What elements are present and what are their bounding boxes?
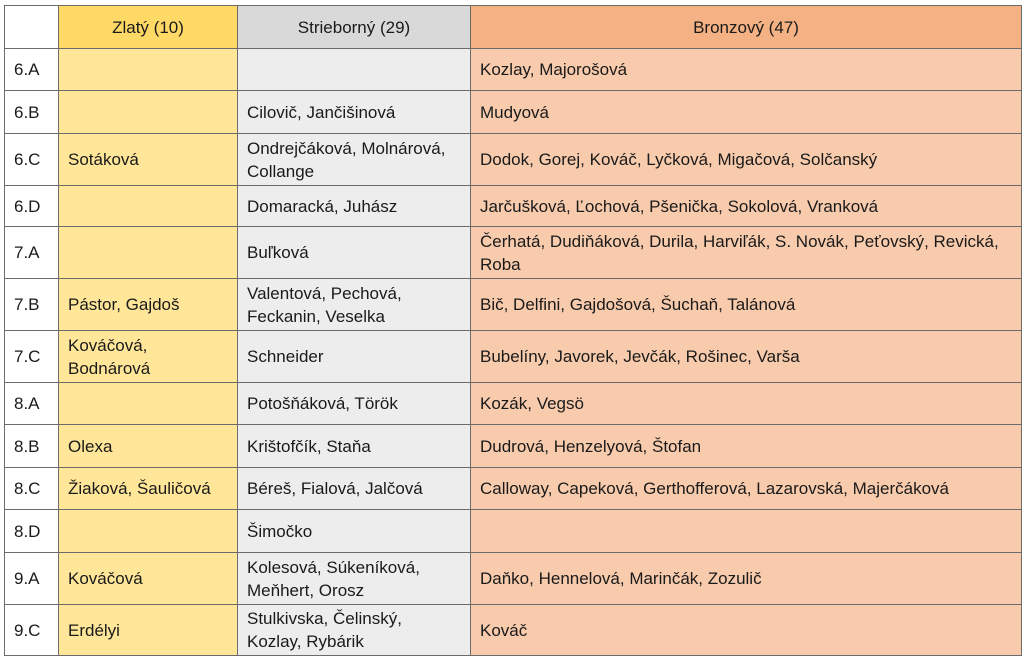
- gold-header: Zlatý (10): [59, 6, 238, 49]
- bronze-cell: [471, 510, 1022, 553]
- class-cell: 8.D: [5, 510, 59, 553]
- gold-cell: Žiaková, Šauličová: [59, 468, 238, 510]
- class-cell: 6.B: [5, 91, 59, 134]
- gold-cell: Sotáková: [59, 134, 238, 186]
- gold-cell: [59, 227, 238, 279]
- silver-cell: Béreš, Fialová, Jalčová: [238, 468, 471, 510]
- bronze-cell: Dodok, Gorej, Kováč, Lyčková, Migačová, Solčanský: [471, 134, 1022, 186]
- class-cell: 8.B: [5, 425, 59, 468]
- gold-cell: Erdélyi: [59, 605, 238, 656]
- silver-cell: Kolesová, Súkeníková, Meňhert, Orosz: [238, 553, 471, 605]
- class-cell: 6.A: [5, 49, 59, 91]
- silver-cell: Stulkivska, Čelinský, Kozlay, Rybárik: [238, 605, 471, 656]
- bronze-cell: Čerhatá, Dudiňáková, Durila, Harviľák, S. Novák, Peťovský, Revická, Roba: [471, 227, 1022, 279]
- table-row: [5, 425, 1022, 468]
- class-cell: 7.C: [5, 331, 59, 383]
- table-row: [5, 134, 1022, 186]
- bronze-header: Bronzový (47): [471, 6, 1022, 49]
- bronze-cell: Kováč: [471, 605, 1022, 656]
- class-cell: 6.C: [5, 134, 59, 186]
- medal-table: [4, 5, 1022, 656]
- class-cell: 9.A: [5, 553, 59, 605]
- gold-cell: [59, 383, 238, 425]
- table-row: [5, 279, 1022, 331]
- table-row: [5, 553, 1022, 605]
- gold-cell: [59, 91, 238, 134]
- header-row: [5, 6, 1022, 49]
- bronze-cell: Calloway, Capeková, Gerthofferová, Lazarovská, Majerčáková: [471, 468, 1022, 510]
- gold-cell: Kováčová, Bodnárová: [59, 331, 238, 383]
- silver-cell: [238, 49, 471, 91]
- silver-header: Strieborný (29): [238, 6, 471, 49]
- bronze-cell: Kozák, Vegsö: [471, 383, 1022, 425]
- bronze-cell: Jarčušková, Ľochová, Pšenička, Sokolová, Vranková: [471, 186, 1022, 227]
- silver-cell: Valentová, Pechová, Feckanin, Veselka: [238, 279, 471, 331]
- table-row: [5, 331, 1022, 383]
- table-row: [5, 227, 1022, 279]
- bronze-cell: Kozlay, Majorošová: [471, 49, 1022, 91]
- gold-cell: [59, 49, 238, 91]
- bronze-cell: Mudyová: [471, 91, 1022, 134]
- table-row: [5, 91, 1022, 134]
- class-cell: 9.C: [5, 605, 59, 656]
- table-row: [5, 186, 1022, 227]
- silver-cell: Šimočko: [238, 510, 471, 553]
- silver-cell: Krištofčík, Staňa: [238, 425, 471, 468]
- silver-cell: Schneider: [238, 331, 471, 383]
- table-row: [5, 383, 1022, 425]
- silver-cell: Ondrejčáková, Molnárová, Collange: [238, 134, 471, 186]
- class-cell: 7.A: [5, 227, 59, 279]
- bronze-cell: Dudrová, Henzelyová, Štofan: [471, 425, 1022, 468]
- silver-cell: Buľková: [238, 227, 471, 279]
- table-row: [5, 468, 1022, 510]
- gold-cell: [59, 186, 238, 227]
- table-row: [5, 49, 1022, 91]
- class-cell: 6.D: [5, 186, 59, 227]
- class-cell: 8.C: [5, 468, 59, 510]
- class-cell: 8.A: [5, 383, 59, 425]
- gold-cell: [59, 510, 238, 553]
- silver-cell: Domaracká, Juhász: [238, 186, 471, 227]
- gold-cell: Pástor, Gajdoš: [59, 279, 238, 331]
- table-row: [5, 510, 1022, 553]
- table-row: [5, 605, 1022, 656]
- bronze-cell: Bubelíny, Javorek, Jevčák, Rošinec, Varša: [471, 331, 1022, 383]
- gold-cell: Kováčová: [59, 553, 238, 605]
- class-cell: 7.B: [5, 279, 59, 331]
- table-body: [5, 49, 1022, 656]
- corner-header-cell: [5, 6, 59, 49]
- bronze-cell: Daňko, Hennelová, Marinčák, Zozulič: [471, 553, 1022, 605]
- gold-cell: Olexa: [59, 425, 238, 468]
- bronze-cell: Bič, Delfini, Gajdošová, Šuchaň, Talánová: [471, 279, 1022, 331]
- silver-cell: Potošňáková, Török: [238, 383, 471, 425]
- silver-cell: Cilovič, Jančišinová: [238, 91, 471, 134]
